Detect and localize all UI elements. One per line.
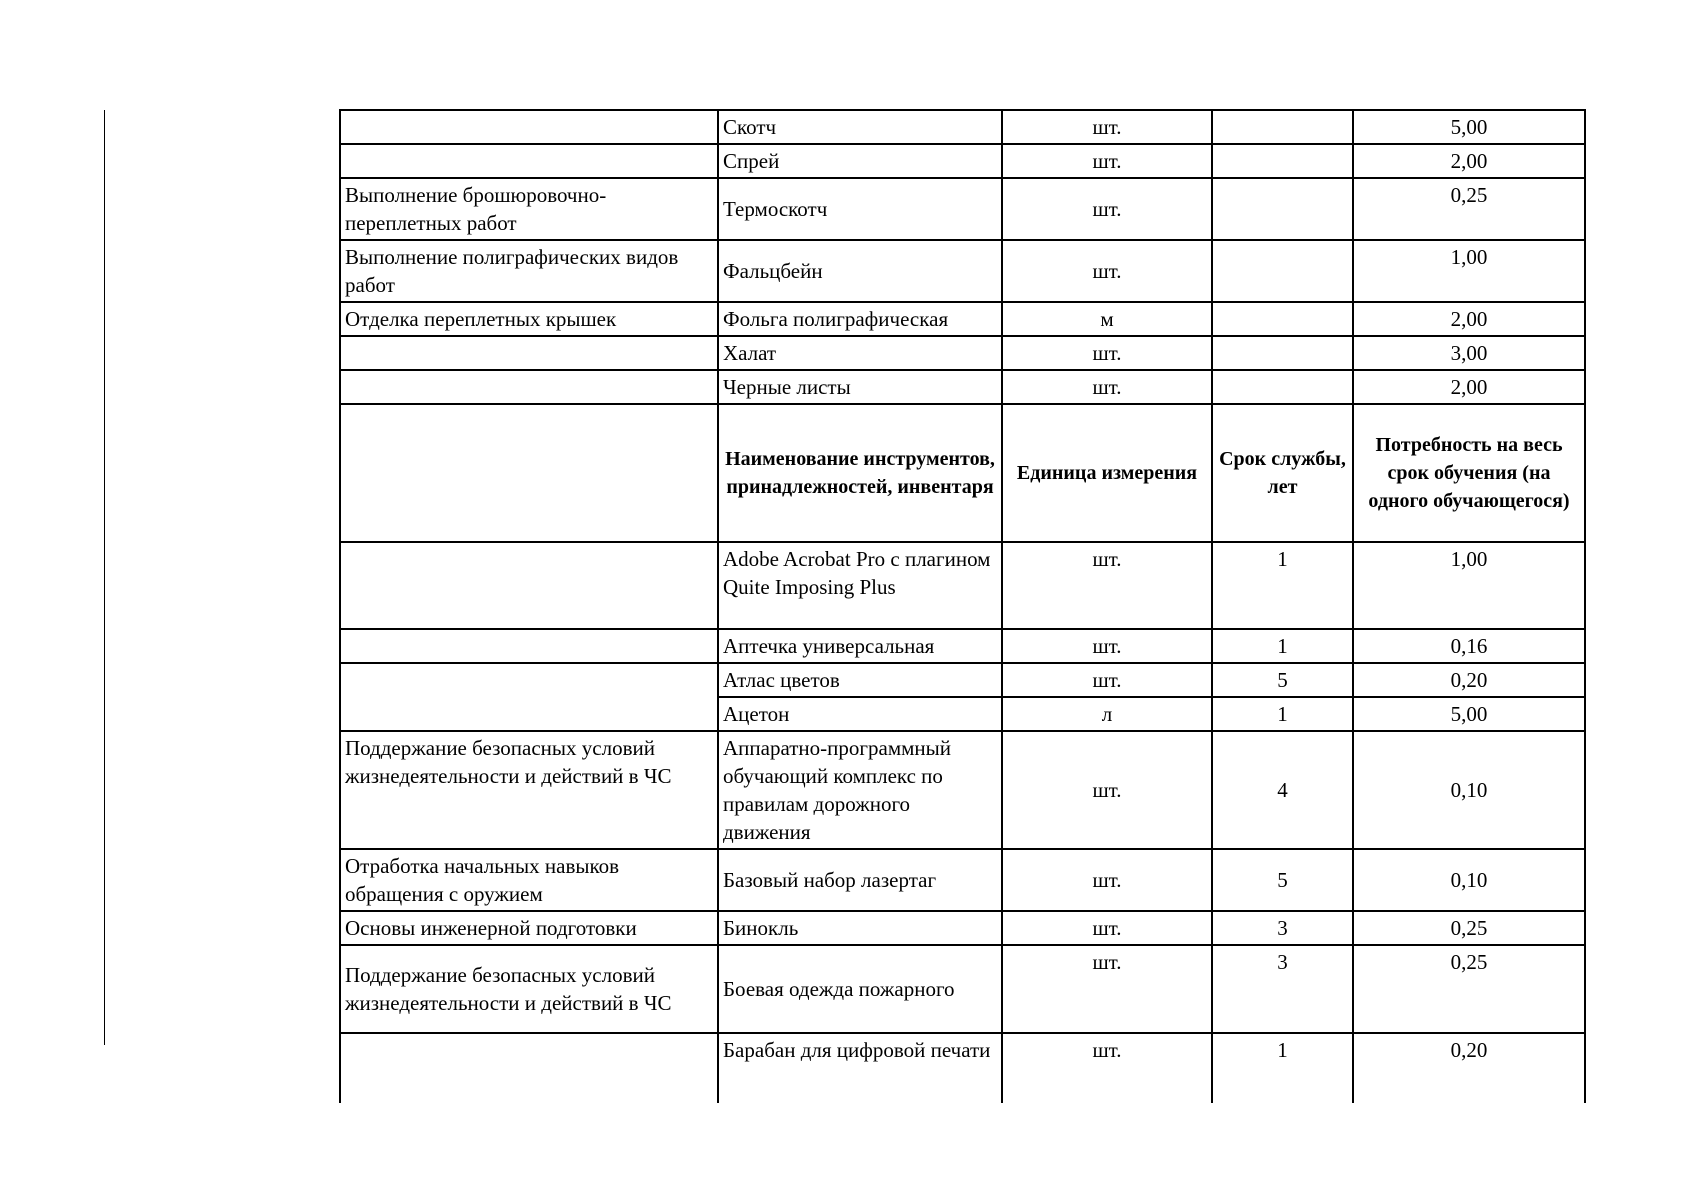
term-cell: 5: [1212, 849, 1353, 911]
term-cell: [1212, 144, 1353, 178]
item-cell: Спрей: [718, 144, 1002, 178]
term-cell: [1212, 370, 1353, 404]
term-cell: [1212, 110, 1353, 144]
table-row: [340, 370, 1585, 404]
unit-cell: шт.: [1002, 731, 1212, 849]
table-row: [340, 178, 1585, 240]
section-cell: [340, 542, 718, 629]
need-cell: 5,00: [1353, 697, 1585, 731]
table-row: [340, 1033, 1585, 1103]
item-cell: Аппаратно-программный обучающий комплекс по правилам дорожного движения: [718, 731, 1002, 849]
item-cell: Халат: [718, 336, 1002, 370]
item-cell: Барабан для цифровой печати: [718, 1033, 1002, 1103]
table-row: [340, 731, 1585, 849]
table-row: [340, 336, 1585, 370]
need-cell: 0,10: [1353, 849, 1585, 911]
section-cell: [340, 663, 718, 731]
section-cell: Отделка переплетных крышек: [340, 302, 718, 336]
unit-cell: шт.: [1002, 144, 1212, 178]
section-cell: Поддержание безопасных условий жизнедеятельности и действий в ЧС: [340, 731, 718, 849]
section-cell: Выполнение полиграфических видов работ: [340, 240, 718, 302]
item-cell: Фальцбейн: [718, 240, 1002, 302]
section-cell: [340, 370, 718, 404]
header-need-cell: Потребность на весь срок обучения (на одного обучающегося): [1353, 404, 1585, 542]
need-cell: 0,20: [1353, 1033, 1585, 1103]
item-cell: Фольга полиграфическая: [718, 302, 1002, 336]
unit-cell: шт.: [1002, 849, 1212, 911]
section-cell: [340, 1033, 718, 1103]
unit-cell: шт.: [1002, 240, 1212, 302]
term-cell: 3: [1212, 945, 1353, 1033]
need-cell: 0,20: [1353, 663, 1585, 697]
table-row: [340, 110, 1585, 144]
unit-cell: м: [1002, 302, 1212, 336]
need-cell: 0,25: [1353, 178, 1585, 240]
unit-cell: шт.: [1002, 370, 1212, 404]
materials-table: [339, 109, 1586, 1103]
item-cell: Ацетон: [718, 697, 1002, 731]
term-cell: 1: [1212, 629, 1353, 663]
table-header-row: [340, 404, 1585, 542]
header-section-cell: [340, 404, 718, 542]
unit-cell: шт.: [1002, 663, 1212, 697]
term-cell: 4: [1212, 731, 1353, 849]
header-item-cell: Наименование инструментов, принадлежностей, инвентаря: [718, 404, 1002, 542]
term-cell: [1212, 336, 1353, 370]
item-cell: Черные листы: [718, 370, 1002, 404]
table-row: [340, 663, 1585, 697]
term-cell: [1212, 178, 1353, 240]
section-cell: Поддержание безопасных условий жизнедеятельности и действий в ЧС: [340, 945, 718, 1033]
unit-cell: шт.: [1002, 336, 1212, 370]
need-cell: 3,00: [1353, 336, 1585, 370]
header-unit-cell: Единица измерения: [1002, 404, 1212, 542]
section-cell: [340, 336, 718, 370]
unit-cell: шт.: [1002, 1033, 1212, 1103]
term-cell: 3: [1212, 911, 1353, 945]
table-row: [340, 911, 1585, 945]
unit-cell: шт.: [1002, 629, 1212, 663]
section-cell: Основы инженерной подготовки: [340, 911, 718, 945]
item-cell: Бинокль: [718, 911, 1002, 945]
need-cell: 0,25: [1353, 911, 1585, 945]
term-cell: 1: [1212, 542, 1353, 629]
need-cell: 1,00: [1353, 542, 1585, 629]
term-cell: [1212, 302, 1353, 336]
page-margin-line: [104, 110, 105, 1045]
unit-cell: шт.: [1002, 178, 1212, 240]
need-cell: 5,00: [1353, 110, 1585, 144]
section-cell: Отработка начальных навыков обращения с оружием: [340, 849, 718, 911]
need-cell: 0,10: [1353, 731, 1585, 849]
section-cell: [340, 110, 718, 144]
section-cell: [340, 144, 718, 178]
section-cell: Выполнение брошюровочно-переплетных работ: [340, 178, 718, 240]
table-row: [340, 542, 1585, 629]
term-cell: 1: [1212, 697, 1353, 731]
need-cell: 0,16: [1353, 629, 1585, 663]
item-cell: Термоскотч: [718, 178, 1002, 240]
table-row: [340, 240, 1585, 302]
table-row: [340, 849, 1585, 911]
need-cell: 2,00: [1353, 144, 1585, 178]
term-cell: 5: [1212, 663, 1353, 697]
unit-cell: шт.: [1002, 110, 1212, 144]
need-cell: 2,00: [1353, 370, 1585, 404]
unit-cell: шт.: [1002, 542, 1212, 629]
materials-table-container: [339, 109, 1586, 1062]
need-cell: 0,25: [1353, 945, 1585, 1033]
table-row: [340, 144, 1585, 178]
item-cell: Adobe Acrobat Pro с плагином Quite Imposing Plus: [718, 542, 1002, 629]
item-cell: Скотч: [718, 110, 1002, 144]
need-cell: 1,00: [1353, 240, 1585, 302]
unit-cell: л: [1002, 697, 1212, 731]
term-cell: 1: [1212, 1033, 1353, 1103]
need-cell: 2,00: [1353, 302, 1585, 336]
item-cell: Базовый набор лазертаг: [718, 849, 1002, 911]
unit-cell: шт.: [1002, 911, 1212, 945]
table-row: [340, 945, 1585, 1033]
table-row: [340, 629, 1585, 663]
item-cell: Атлас цветов: [718, 663, 1002, 697]
item-cell: Боевая одежда пожарного: [718, 945, 1002, 1033]
header-term-cell: Срок службы, лет: [1212, 404, 1353, 542]
section-cell: [340, 629, 718, 663]
table-row: [340, 302, 1585, 336]
item-cell: Аптечка универсальная: [718, 629, 1002, 663]
term-cell: [1212, 240, 1353, 302]
unit-cell: шт.: [1002, 945, 1212, 1033]
